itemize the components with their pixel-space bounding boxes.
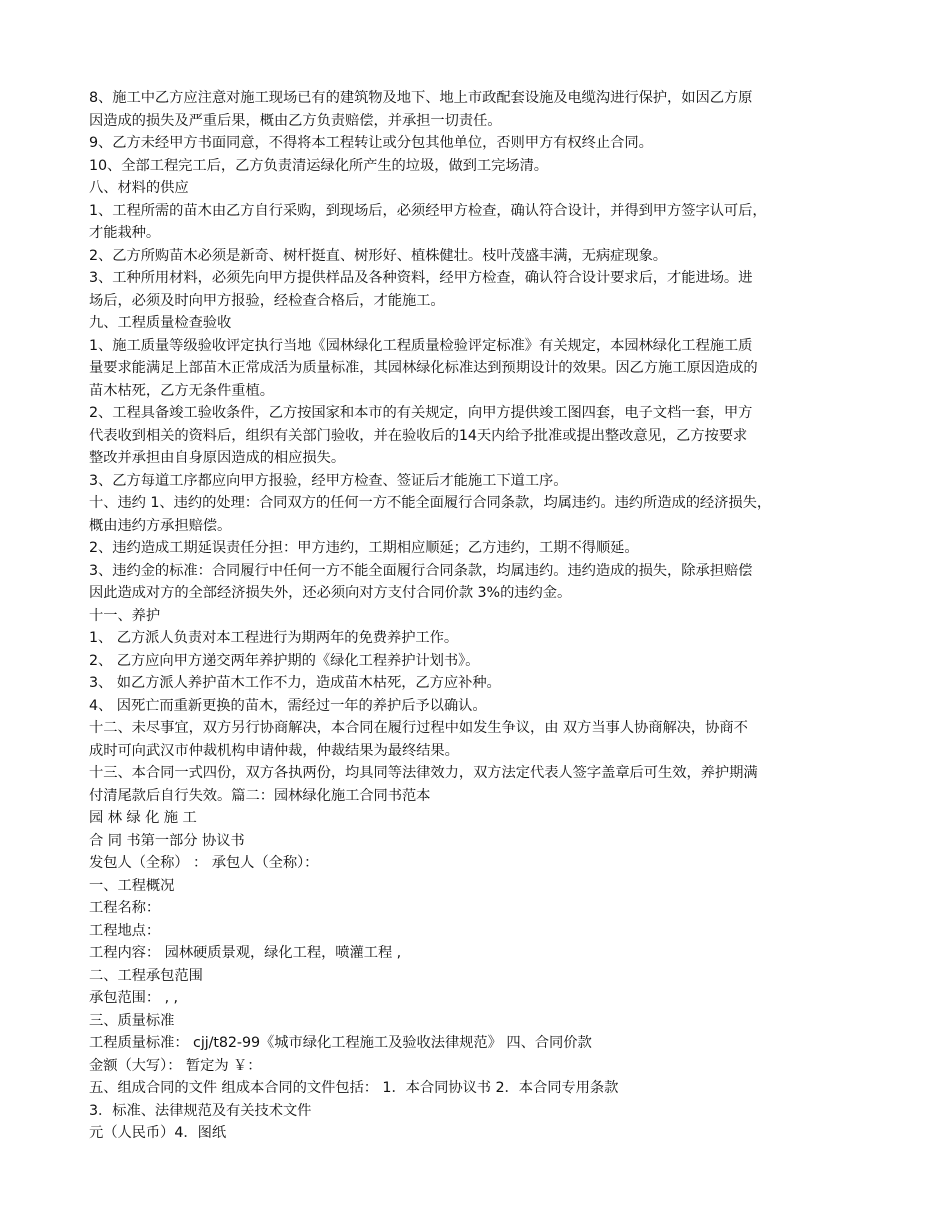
text-line: 承包范围： , , <box>89 990 178 1006</box>
text-line: 2、违约造成工期延误责任分担：甲方违约，工期相应顺延；乙方违约，工期不得顺延。 <box>89 540 639 556</box>
text-line: 10、全部工程完工后，乙方负责清运绿化所产生的垃圾，做到工完场清。 <box>89 157 549 174</box>
text-line: 2、工程具备竣工验收条件，乙方按国家和本市的有关规定，向甲方提供竣工图四套，电子文档一套，甲方 <box>89 405 753 421</box>
text-line: 4、 因死亡而重新更换的苗木，需经过一年的养护后予以确认。 <box>89 697 487 714</box>
text-line: 金额（大写）： 暂定为 ￥： <box>89 1057 262 1074</box>
text-line: 场后，必须及时向甲方报验，经检查合格后，才能施工。 <box>89 292 445 309</box>
text-line: 3、乙方每道工序都应向甲方报验，经甲方检查、签证后才能施工下道工序。 <box>89 472 568 489</box>
text-line: 2、乙方所购苗木必须是新奇、树杆挺直、树形好、植株健壮。枝叶茂盛丰满，无病症现象。 <box>89 247 668 264</box>
text-line: 因造成的损失及严重后果，概由乙方负责赔偿，并承担一切责任。 <box>89 112 502 129</box>
text-line: 工程地点： <box>89 922 161 939</box>
section-heading: 九、工程质量检查验收 <box>89 315 232 331</box>
text-line: 才能栽种。 <box>89 225 161 241</box>
text-line: 8、施工中乙方应注意对施工现场已有的建筑物及地下、地上市政配套设施及电缆沟进行保护，如因乙方原 <box>89 90 753 106</box>
text-line: 苗木枯死，乙方无条件重植。 <box>89 382 274 399</box>
text-line: 发包人（全称） ： 承包人（全称）： <box>89 855 319 871</box>
document-body <box>89 87 869 1145</box>
section-heading: 一、工程概况 <box>89 877 175 894</box>
text-line: 元（人民币）4．图纸 <box>89 1125 227 1141</box>
text-line: 1、工程所需的苗木由乙方自行采购，到现场后，必须经甲方检查，确认符合设计，并得到甲方签字认可后， <box>89 202 767 219</box>
text-line: 十二、未尽事宜，双方另行协商解决，本合同在履行过程中如发生争议，由 双方当事人协商解决，协商不 <box>89 720 748 736</box>
text-line: 十三、本合同一式四份，双方各执两份，均具同等法律效力，双方法定代表人签字盖章后可生效，养护期满 <box>89 765 758 781</box>
section-heading: 二、工程承包范围 <box>89 967 203 984</box>
text-line: 工程质量标准： cjj/t82-99《城市绿化工程施工及验收法律规范》 四、合同价款 <box>89 1035 592 1051</box>
document-subtitle: 合 同 书第一部分 协议书 <box>89 832 245 849</box>
text-line: 量要求能满足上部苗木正常成活为质量标准，其园林绿化标准达到预期设计的效果。因乙方施工原因造成的 <box>89 360 758 376</box>
text-line: 9、乙方未经甲方书面同意，不得将本工程转让或分包其他单位，否则甲方有权终止合同。 <box>89 135 653 151</box>
text-line: 3、违约金的标准：合同履行中任何一方不能全面履行合同条款，均属违约。违约造成的损失，除承担赔偿 <box>89 562 753 579</box>
text-line: 2、 乙方应向甲方递交两年养护期的《绿化工程养护计划书》。 <box>89 652 480 669</box>
text-line: 3．标准、法律规范及有关技术文件 <box>89 1102 312 1119</box>
text-line: 代表收到相关的资料后，组织有关部门验收，并在验收后的14天内给予批准或提出整改意见，乙方按要求 <box>89 427 748 444</box>
text-line: 付清尾款后自行失效。篇二：园林绿化施工合同书范本 <box>89 787 431 804</box>
text-line: 工程内容： 园林硬质景观，绿化工程，喷灌工程 , <box>89 945 402 961</box>
section-heading: 三、质量标准 <box>89 1012 175 1029</box>
text-line: 十、违约 1、违约的处理：合同双方的任何一方不能全面履行合同条款，均属违约。违约所造成的经济损失， <box>89 495 772 511</box>
text-line: 1、施工质量等级验收评定执行当地《园林绿化工程质量检验评定标准》有关规定，本园林绿化工程施工质 <box>89 337 753 354</box>
text-line: 3、 如乙方派人养护苗木工作不力，造成苗木枯死，乙方应补种。 <box>89 675 501 691</box>
text-line: 成时可向武汉市仲裁机构申请仲裁，仲裁结果为最终结果。 <box>89 742 459 759</box>
text-line: 整改并承担由自身原因造成的相应损失。 <box>89 450 346 466</box>
text-line: 3、工种所用材料，必须先向甲方提供样品及各种资料，经甲方检查，确认符合设计要求后，才能进场。进 <box>89 270 753 286</box>
text-line: 工程名称： <box>89 900 161 916</box>
document-title: 园 林 绿 化 施 工 <box>89 810 197 826</box>
section-heading: 八、材料的供应 <box>89 180 189 196</box>
text-line: 概由违约方承担赔偿。 <box>89 517 232 534</box>
text-line: 五、组成合同的文件 组成本合同的文件包括： 1．本合同协议书 2．本合同专用条款 <box>89 1080 619 1096</box>
section-heading: 十一、养护 <box>89 607 161 624</box>
text-line: 1、 乙方派人负责对本工程进行为期两年的免费养护工作。 <box>89 630 459 646</box>
text-line: 因此造成对方的全部经济损失外，还必须向对方支付合同价款 3%的违约金。 <box>89 585 572 601</box>
